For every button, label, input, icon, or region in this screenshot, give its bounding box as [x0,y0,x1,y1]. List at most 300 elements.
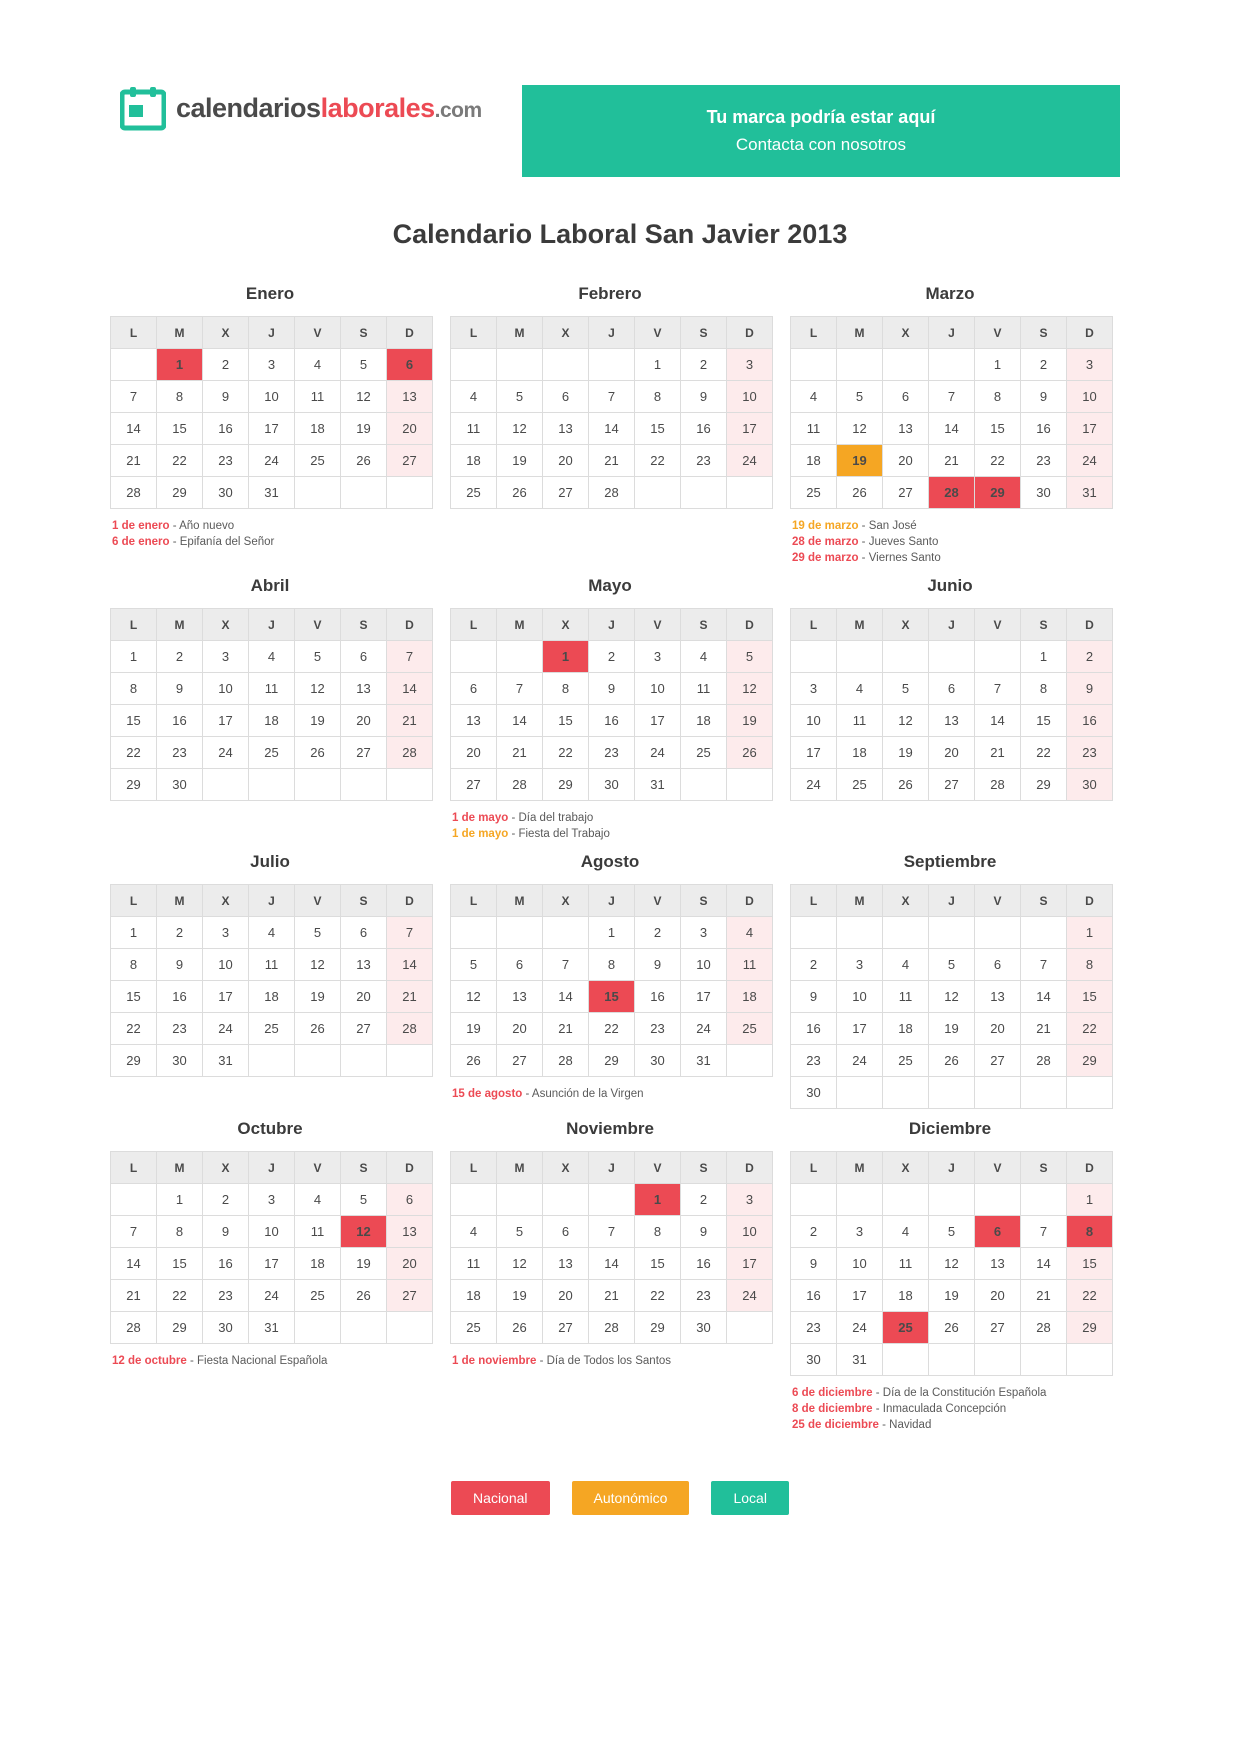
day-cell[interactable]: 18 [249,705,295,737]
day-cell[interactable]: 6 [341,917,387,949]
day-cell[interactable]: 15 [157,413,203,445]
day-cell[interactable]: 27 [387,1280,433,1312]
day-cell[interactable]: 2 [791,949,837,981]
day-cell[interactable]: 10 [727,381,773,413]
day-cell[interactable]: 18 [451,445,497,477]
day-cell[interactable]: 20 [497,1013,543,1045]
day-cell[interactable]: 9 [589,673,635,705]
day-cell[interactable]: 11 [451,413,497,445]
day-cell[interactable]: 16 [791,1013,837,1045]
day-cell[interactable]: 29 [1021,769,1067,801]
day-cell[interactable]: 13 [543,1248,589,1280]
day-cell[interactable]: 13 [387,1216,433,1248]
day-cell[interactable]: 12 [295,673,341,705]
day-cell[interactable]: 14 [1021,981,1067,1013]
day-cell[interactable]: 15 [975,413,1021,445]
day-cell[interactable]: 8 [635,1216,681,1248]
day-cell[interactable]: 31 [1067,477,1113,509]
day-cell[interactable]: 23 [791,1045,837,1077]
day-cell[interactable]: 26 [883,769,929,801]
day-cell[interactable]: 20 [387,1248,433,1280]
legend-item[interactable]: Local [711,1481,788,1515]
day-cell[interactable]: 21 [543,1013,589,1045]
day-cell[interactable]: 27 [341,737,387,769]
day-cell[interactable]: 10 [837,981,883,1013]
day-cell[interactable]: 3 [203,917,249,949]
day-cell[interactable]: 1 [111,641,157,673]
day-cell[interactable]: 30 [1021,477,1067,509]
day-cell[interactable]: 26 [341,445,387,477]
day-cell[interactable]: 25 [451,477,497,509]
day-cell[interactable]: 18 [451,1280,497,1312]
day-cell[interactable]: 4 [883,1216,929,1248]
day-cell[interactable]: 16 [1067,705,1113,737]
day-cell[interactable]: 24 [1067,445,1113,477]
day-cell[interactable]: 1 [975,349,1021,381]
holiday-day-cell[interactable]: 1 [157,349,203,381]
day-cell[interactable]: 11 [883,1248,929,1280]
day-cell[interactable]: 6 [543,1216,589,1248]
day-cell[interactable]: 10 [837,1248,883,1280]
day-cell[interactable]: 25 [727,1013,773,1045]
holiday-day-cell[interactable]: 1 [635,1184,681,1216]
day-cell[interactable]: 12 [295,949,341,981]
day-cell[interactable]: 3 [1067,349,1113,381]
day-cell[interactable]: 7 [1021,1216,1067,1248]
day-cell[interactable]: 28 [543,1045,589,1077]
day-cell[interactable]: 21 [975,737,1021,769]
day-cell[interactable]: 4 [451,381,497,413]
day-cell[interactable]: 16 [791,1280,837,1312]
day-cell[interactable]: 8 [635,381,681,413]
legend-item[interactable]: Nacional [451,1481,549,1515]
day-cell[interactable]: 24 [203,1013,249,1045]
day-cell[interactable]: 2 [1067,641,1113,673]
day-cell[interactable]: 29 [111,769,157,801]
day-cell[interactable]: 9 [791,1248,837,1280]
day-cell[interactable]: 13 [975,1248,1021,1280]
day-cell[interactable]: 8 [157,381,203,413]
day-cell[interactable]: 26 [837,477,883,509]
day-cell[interactable]: 24 [727,445,773,477]
day-cell[interactable]: 1 [635,349,681,381]
day-cell[interactable]: 22 [635,445,681,477]
day-cell[interactable]: 25 [883,1045,929,1077]
day-cell[interactable]: 19 [341,413,387,445]
day-cell[interactable]: 23 [1021,445,1067,477]
day-cell[interactable]: 16 [681,1248,727,1280]
day-cell[interactable]: 17 [1067,413,1113,445]
day-cell[interactable]: 14 [111,1248,157,1280]
day-cell[interactable]: 4 [249,641,295,673]
day-cell[interactable]: 22 [1067,1013,1113,1045]
day-cell[interactable]: 19 [295,981,341,1013]
day-cell[interactable]: 23 [681,1280,727,1312]
day-cell[interactable]: 4 [883,949,929,981]
day-cell[interactable]: 18 [883,1280,929,1312]
day-cell[interactable]: 1 [1067,917,1113,949]
day-cell[interactable]: 6 [883,381,929,413]
day-cell[interactable]: 27 [975,1045,1021,1077]
day-cell[interactable]: 21 [589,445,635,477]
day-cell[interactable]: 16 [157,705,203,737]
day-cell[interactable]: 19 [341,1248,387,1280]
day-cell[interactable]: 30 [203,1312,249,1344]
day-cell[interactable]: 11 [295,1216,341,1248]
day-cell[interactable]: 4 [451,1216,497,1248]
day-cell[interactable]: 16 [1021,413,1067,445]
day-cell[interactable]: 26 [295,737,341,769]
day-cell[interactable]: 9 [635,949,681,981]
day-cell[interactable]: 12 [929,981,975,1013]
day-cell[interactable]: 9 [681,1216,727,1248]
day-cell[interactable]: 20 [341,705,387,737]
day-cell[interactable]: 17 [635,705,681,737]
day-cell[interactable]: 9 [1021,381,1067,413]
day-cell[interactable]: 2 [681,1184,727,1216]
day-cell[interactable]: 8 [157,1216,203,1248]
day-cell[interactable]: 21 [387,705,433,737]
day-cell[interactable]: 22 [1021,737,1067,769]
day-cell[interactable]: 3 [635,641,681,673]
day-cell[interactable]: 6 [451,673,497,705]
day-cell[interactable]: 22 [157,445,203,477]
day-cell[interactable]: 16 [203,413,249,445]
day-cell[interactable]: 3 [249,349,295,381]
day-cell[interactable]: 6 [341,641,387,673]
day-cell[interactable]: 12 [451,981,497,1013]
day-cell[interactable]: 11 [451,1248,497,1280]
day-cell[interactable]: 12 [497,413,543,445]
day-cell[interactable]: 28 [975,769,1021,801]
day-cell[interactable]: 18 [249,981,295,1013]
day-cell[interactable]: 14 [543,981,589,1013]
day-cell[interactable]: 30 [791,1344,837,1376]
day-cell[interactable]: 11 [681,673,727,705]
day-cell[interactable]: 13 [387,381,433,413]
day-cell[interactable]: 19 [883,737,929,769]
day-cell[interactable]: 23 [635,1013,681,1045]
day-cell[interactable]: 7 [975,673,1021,705]
day-cell[interactable]: 9 [203,1216,249,1248]
day-cell[interactable]: 9 [203,381,249,413]
day-cell[interactable]: 21 [1021,1280,1067,1312]
day-cell[interactable]: 20 [387,413,433,445]
day-cell[interactable]: 17 [249,413,295,445]
day-cell[interactable]: 24 [837,1312,883,1344]
day-cell[interactable]: 17 [837,1280,883,1312]
day-cell[interactable]: 9 [157,673,203,705]
day-cell[interactable]: 16 [203,1248,249,1280]
day-cell[interactable]: 13 [883,413,929,445]
day-cell[interactable]: 23 [203,1280,249,1312]
day-cell[interactable]: 6 [975,949,1021,981]
day-cell[interactable]: 3 [727,349,773,381]
day-cell[interactable]: 12 [837,413,883,445]
day-cell[interactable]: 30 [157,1045,203,1077]
day-cell[interactable]: 22 [543,737,589,769]
day-cell[interactable]: 18 [295,1248,341,1280]
day-cell[interactable]: 13 [543,413,589,445]
day-cell[interactable]: 26 [341,1280,387,1312]
day-cell[interactable]: 8 [589,949,635,981]
day-cell[interactable]: 28 [497,769,543,801]
day-cell[interactable]: 10 [203,673,249,705]
day-cell[interactable]: 5 [295,917,341,949]
day-cell[interactable]: 26 [295,1013,341,1045]
day-cell[interactable]: 28 [1021,1312,1067,1344]
day-cell[interactable]: 23 [157,737,203,769]
day-cell[interactable]: 28 [1021,1045,1067,1077]
promo-banner[interactable] [522,85,1120,177]
day-cell[interactable]: 15 [111,981,157,1013]
day-cell[interactable]: 3 [837,949,883,981]
day-cell[interactable]: 11 [249,673,295,705]
day-cell[interactable]: 18 [681,705,727,737]
holiday-day-cell[interactable]: 25 [883,1312,929,1344]
day-cell[interactable]: 4 [295,349,341,381]
day-cell[interactable]: 29 [635,1312,681,1344]
day-cell[interactable]: 25 [791,477,837,509]
day-cell[interactable]: 13 [341,673,387,705]
day-cell[interactable]: 7 [589,381,635,413]
day-cell[interactable]: 20 [975,1013,1021,1045]
day-cell[interactable]: 3 [681,917,727,949]
day-cell[interactable]: 8 [543,673,589,705]
day-cell[interactable]: 10 [203,949,249,981]
day-cell[interactable]: 25 [249,1013,295,1045]
day-cell[interactable]: 2 [1021,349,1067,381]
day-cell[interactable]: 15 [635,1248,681,1280]
holiday-day-cell[interactable]: 8 [1067,1216,1113,1248]
day-cell[interactable]: 22 [589,1013,635,1045]
day-cell[interactable]: 9 [1067,673,1113,705]
day-cell[interactable]: 14 [111,413,157,445]
day-cell[interactable]: 20 [929,737,975,769]
day-cell[interactable]: 6 [497,949,543,981]
day-cell[interactable]: 15 [111,705,157,737]
day-cell[interactable]: 3 [249,1184,295,1216]
day-cell[interactable]: 27 [543,1312,589,1344]
day-cell[interactable]: 11 [791,413,837,445]
day-cell[interactable]: 20 [883,445,929,477]
day-cell[interactable]: 29 [589,1045,635,1077]
day-cell[interactable]: 7 [543,949,589,981]
day-cell[interactable]: 19 [451,1013,497,1045]
day-cell[interactable]: 23 [681,445,727,477]
day-cell[interactable]: 4 [249,917,295,949]
day-cell[interactable]: 25 [295,445,341,477]
day-cell[interactable]: 2 [157,917,203,949]
day-cell[interactable]: 7 [111,1216,157,1248]
day-cell[interactable]: 17 [727,1248,773,1280]
day-cell[interactable]: 3 [203,641,249,673]
day-cell[interactable]: 3 [791,673,837,705]
holiday-day-cell[interactable]: 6 [975,1216,1021,1248]
day-cell[interactable]: 18 [791,445,837,477]
day-cell[interactable]: 24 [727,1280,773,1312]
holiday-day-cell[interactable]: 15 [589,981,635,1013]
day-cell[interactable]: 14 [929,413,975,445]
day-cell[interactable]: 10 [727,1216,773,1248]
day-cell[interactable]: 19 [929,1013,975,1045]
holiday-day-cell[interactable]: 12 [341,1216,387,1248]
day-cell[interactable]: 15 [1067,981,1113,1013]
day-cell[interactable]: 2 [589,641,635,673]
day-cell[interactable]: 5 [837,381,883,413]
day-cell[interactable]: 10 [1067,381,1113,413]
day-cell[interactable]: 20 [451,737,497,769]
day-cell[interactable]: 31 [249,1312,295,1344]
day-cell[interactable]: 27 [451,769,497,801]
day-cell[interactable]: 15 [157,1248,203,1280]
day-cell[interactable]: 23 [791,1312,837,1344]
day-cell[interactable]: 24 [249,1280,295,1312]
day-cell[interactable]: 6 [543,381,589,413]
day-cell[interactable]: 1 [1067,1184,1113,1216]
holiday-day-cell[interactable]: 19 [837,445,883,477]
day-cell[interactable]: 30 [157,769,203,801]
day-cell[interactable]: 19 [497,1280,543,1312]
day-cell[interactable]: 5 [727,641,773,673]
day-cell[interactable]: 23 [157,1013,203,1045]
day-cell[interactable]: 19 [929,1280,975,1312]
day-cell[interactable]: 7 [929,381,975,413]
day-cell[interactable]: 13 [929,705,975,737]
day-cell[interactable]: 8 [1067,949,1113,981]
day-cell[interactable]: 18 [883,1013,929,1045]
day-cell[interactable]: 17 [203,705,249,737]
day-cell[interactable]: 13 [341,949,387,981]
day-cell[interactable]: 4 [681,641,727,673]
day-cell[interactable]: 1 [589,917,635,949]
day-cell[interactable]: 30 [203,477,249,509]
day-cell[interactable]: 11 [837,705,883,737]
day-cell[interactable]: 10 [635,673,681,705]
day-cell[interactable]: 12 [497,1248,543,1280]
day-cell[interactable]: 12 [727,673,773,705]
day-cell[interactable]: 14 [1021,1248,1067,1280]
day-cell[interactable]: 2 [203,349,249,381]
day-cell[interactable]: 13 [451,705,497,737]
holiday-day-cell[interactable]: 28 [929,477,975,509]
day-cell[interactable]: 21 [1021,1013,1067,1045]
day-cell[interactable]: 21 [387,981,433,1013]
day-cell[interactable]: 18 [295,413,341,445]
day-cell[interactable]: 31 [203,1045,249,1077]
day-cell[interactable]: 17 [681,981,727,1013]
day-cell[interactable]: 13 [497,981,543,1013]
day-cell[interactable]: 8 [111,673,157,705]
day-cell[interactable]: 22 [975,445,1021,477]
day-cell[interactable]: 29 [1067,1312,1113,1344]
day-cell[interactable]: 17 [837,1013,883,1045]
day-cell[interactable]: 18 [727,981,773,1013]
day-cell[interactable]: 12 [341,381,387,413]
day-cell[interactable]: 25 [837,769,883,801]
day-cell[interactable]: 26 [497,1312,543,1344]
day-cell[interactable]: 25 [681,737,727,769]
day-cell[interactable]: 3 [727,1184,773,1216]
day-cell[interactable]: 27 [497,1045,543,1077]
holiday-day-cell[interactable]: 6 [387,349,433,381]
day-cell[interactable]: 5 [497,1216,543,1248]
day-cell[interactable]: 4 [791,381,837,413]
day-cell[interactable]: 5 [929,949,975,981]
day-cell[interactable]: 26 [929,1045,975,1077]
day-cell[interactable]: 2 [681,349,727,381]
day-cell[interactable]: 30 [791,1077,837,1109]
day-cell[interactable]: 27 [929,769,975,801]
day-cell[interactable]: 30 [589,769,635,801]
holiday-day-cell[interactable]: 1 [543,641,589,673]
day-cell[interactable]: 11 [249,949,295,981]
day-cell[interactable]: 25 [451,1312,497,1344]
day-cell[interactable]: 11 [883,981,929,1013]
day-cell[interactable]: 7 [387,917,433,949]
day-cell[interactable]: 24 [791,769,837,801]
day-cell[interactable]: 14 [387,673,433,705]
day-cell[interactable]: 30 [681,1312,727,1344]
day-cell[interactable]: 21 [111,1280,157,1312]
day-cell[interactable]: 17 [249,1248,295,1280]
day-cell[interactable]: 27 [341,1013,387,1045]
day-cell[interactable]: 28 [387,1013,433,1045]
day-cell[interactable]: 27 [387,445,433,477]
day-cell[interactable]: 27 [883,477,929,509]
day-cell[interactable]: 26 [451,1045,497,1077]
day-cell[interactable]: 28 [111,477,157,509]
day-cell[interactable]: 29 [543,769,589,801]
day-cell[interactable]: 23 [1067,737,1113,769]
day-cell[interactable]: 10 [681,949,727,981]
day-cell[interactable]: 28 [589,477,635,509]
day-cell[interactable]: 7 [1021,949,1067,981]
day-cell[interactable]: 16 [635,981,681,1013]
day-cell[interactable]: 4 [727,917,773,949]
day-cell[interactable]: 12 [929,1248,975,1280]
day-cell[interactable]: 31 [837,1344,883,1376]
day-cell[interactable]: 7 [589,1216,635,1248]
day-cell[interactable]: 31 [681,1045,727,1077]
day-cell[interactable]: 21 [929,445,975,477]
day-cell[interactable]: 17 [203,981,249,1013]
day-cell[interactable]: 30 [635,1045,681,1077]
day-cell[interactable]: 14 [497,705,543,737]
day-cell[interactable]: 27 [975,1312,1021,1344]
day-cell[interactable]: 9 [157,949,203,981]
day-cell[interactable]: 2 [791,1216,837,1248]
day-cell[interactable]: 20 [341,981,387,1013]
day-cell[interactable]: 14 [589,1248,635,1280]
day-cell[interactable]: 10 [791,705,837,737]
day-cell[interactable]: 10 [249,1216,295,1248]
legend-item[interactable]: Autonómico [572,1481,690,1515]
day-cell[interactable]: 29 [157,1312,203,1344]
day-cell[interactable]: 24 [837,1045,883,1077]
day-cell[interactable]: 22 [1067,1280,1113,1312]
day-cell[interactable]: 14 [975,705,1021,737]
day-cell[interactable]: 14 [387,949,433,981]
day-cell[interactable]: 5 [929,1216,975,1248]
day-cell[interactable]: 17 [727,413,773,445]
day-cell[interactable]: 18 [837,737,883,769]
day-cell[interactable]: 20 [543,1280,589,1312]
day-cell[interactable]: 12 [883,705,929,737]
day-cell[interactable]: 16 [589,705,635,737]
day-cell[interactable]: 26 [727,737,773,769]
day-cell[interactable]: 22 [635,1280,681,1312]
